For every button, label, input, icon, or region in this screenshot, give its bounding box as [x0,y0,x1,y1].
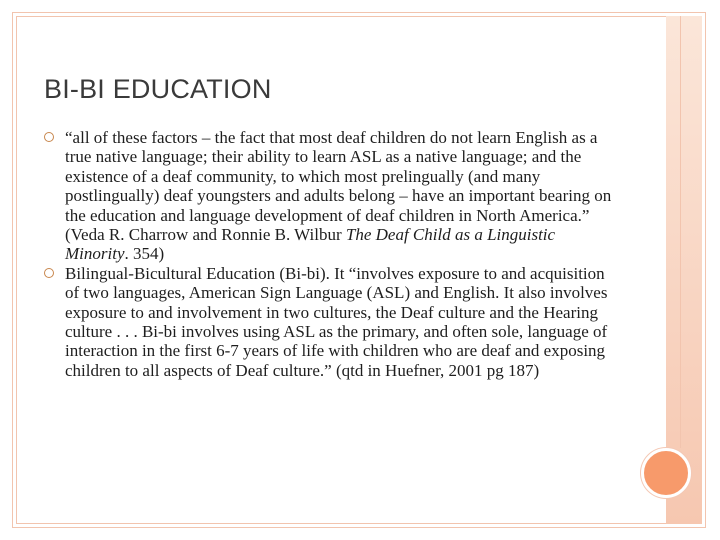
decorative-circle-icon [641,448,691,498]
citation-suffix: . 354) [124,244,165,264]
bullet-text [65,128,611,263]
bullet-text: Bilingual-Bicultural Education (Bi-bi). It “involves exposure to and acquisition of two languages, American Sign Language (ASL) and English. It also involves exposure to and involvement in two cultures, the Deaf culture and the Hearing culture . . . Bi-bi involves using ASL as the primary, and often sole, language of interaction in the first 6-7 years of life with children who are deaf and exposing children to all aspects of Deaf culture.” (qtd in Huefner, 2001 pg 187) [65,263,608,380]
bullet-circle-icon [44,268,54,278]
bullet-item-quote [44,128,616,264]
quote-text: “all of these factors – the fact that most deaf children do not learn English as a true native language; their ability to learn ASL as a native language; and the existence of a deaf community, to which most prelingually (and many postlingually) deaf youngsters and adults belong – have an important bearing on the education and language development of deaf children in North America.” (Veda R. Charrow and Ronnie B. Wilbur [65,128,612,245]
slide-title: BI-BI EDUCATION [44,74,272,104]
bullet-circle-icon [44,132,54,142]
slide-body [44,128,616,380]
decorative-vertical-line [680,16,681,448]
book-title: The Deaf Child as a Linguistic Minority [65,225,556,264]
bullet-item-bibi [44,264,616,380]
